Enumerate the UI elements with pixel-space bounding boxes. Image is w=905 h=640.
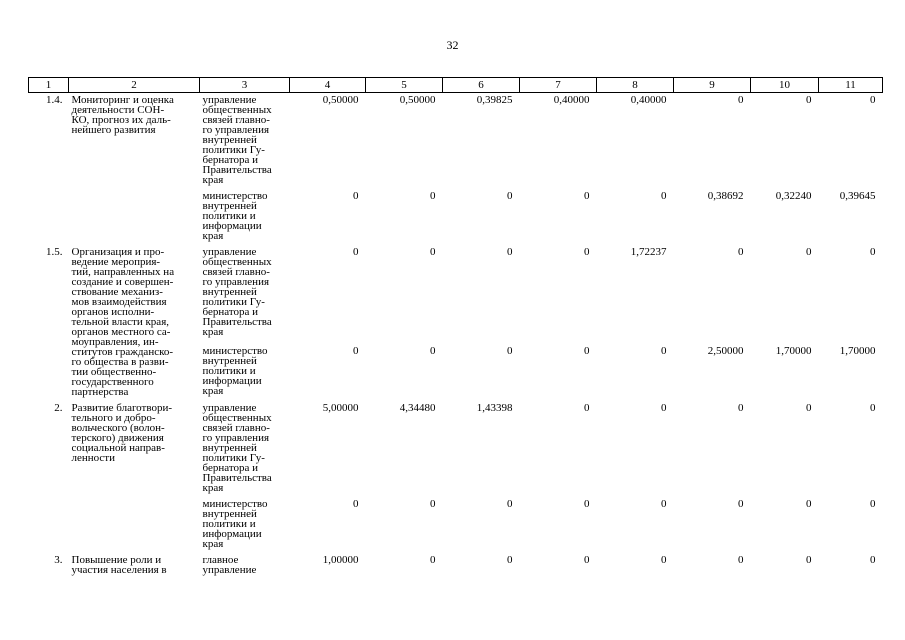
activity-name-line: ститутов гражданско- (71, 346, 174, 358)
executor-line: управление (202, 402, 257, 414)
executor-line: политики Гу- (202, 452, 265, 464)
value-cell: 0,50000 (399, 94, 436, 106)
col-header: 10 (751, 78, 819, 93)
value-cell: 0 (738, 554, 744, 566)
executor-line: общественных (202, 412, 272, 424)
value-cell: 0 (738, 402, 744, 414)
value-cell: 5,00000 (322, 402, 359, 414)
executor-line: края (202, 230, 224, 242)
activity-name-line: Мониторинг и оценка (71, 94, 174, 106)
executor-line: информации (202, 528, 262, 540)
value-cell: 0 (430, 246, 436, 258)
executor (200, 93, 290, 190)
value-cell: 0 (806, 402, 812, 414)
value-cell: 1,70000 (839, 344, 876, 357)
table-body (29, 93, 883, 580)
executor (200, 189, 290, 245)
activity-name-line: органов местного са- (71, 326, 171, 338)
executor-line: бернатора и (202, 154, 258, 166)
activity-name-line: деятельности СОН- (71, 104, 165, 116)
value-cell: 0 (738, 94, 744, 106)
executor-line: бернатора и (202, 462, 258, 474)
col-header: 6 (443, 78, 520, 93)
executor-line: внутренней (202, 508, 257, 520)
value-cell: 0 (806, 554, 812, 566)
row-number: 1.5. (46, 246, 63, 258)
value-cell: 0,32240 (775, 190, 812, 202)
executor-line: Правительства (202, 472, 272, 484)
executor-line: политики Гу- (202, 296, 265, 308)
col-header: 3 (200, 78, 290, 93)
value-cell: 0 (870, 402, 876, 414)
activity-name-line: тельной власти края, (71, 316, 170, 328)
executor-line: главное (202, 554, 239, 566)
activity-name (69, 93, 200, 246)
executor (200, 344, 290, 401)
value-cell: 0 (584, 190, 590, 202)
activity-name-line: ведение мероприя- (71, 256, 161, 268)
executor-line: внутренней (202, 442, 257, 454)
value-cell: 2,50000 (707, 344, 744, 357)
value-cell: 0 (584, 344, 590, 357)
executor-line: Правительства (202, 164, 272, 176)
page-number: 32 (446, 38, 459, 52)
executor-line: внутренней (202, 354, 257, 367)
executor-line: края (202, 538, 224, 550)
value-cell: 1,43398 (476, 402, 513, 414)
executor-line: управление (202, 246, 257, 258)
value-cell: 0 (353, 498, 359, 510)
value-cell: 0,38692 (707, 190, 744, 202)
col-header: 11 (819, 78, 883, 93)
value-cell: 0 (353, 190, 359, 202)
activity-name-line: вольческого (волон- (71, 422, 165, 434)
executor-line: управление (202, 94, 257, 106)
value-cell: 0 (584, 402, 590, 414)
executor (200, 401, 290, 497)
budget-table (28, 77, 883, 579)
value-cell: 0 (507, 190, 513, 202)
value-cell: 0 (430, 190, 436, 202)
value-cell: 0 (661, 498, 667, 510)
executor (200, 553, 290, 579)
value-cell: 0 (661, 554, 667, 566)
row-number: 3. (54, 554, 63, 566)
executor-line: связей главно- (202, 422, 270, 434)
activity-name-line: ствование механиз- (71, 286, 163, 298)
executor-line: края (202, 174, 224, 186)
value-cell: 0,40000 (553, 94, 590, 106)
value-cell: 0 (870, 94, 876, 106)
activity-name (69, 401, 200, 553)
activity-name-line: органов исполни- (71, 306, 155, 318)
executor-line: го управления (202, 276, 270, 288)
executor-line: информации (202, 220, 262, 232)
value-cell: 0 (584, 498, 590, 510)
activity-name-line: терского) движения (71, 432, 164, 444)
value-cell: 0 (507, 246, 513, 258)
executor-line: бернатора и (202, 306, 258, 318)
value-cell: 0 (806, 94, 812, 106)
activity-name-line: ленности (71, 452, 115, 464)
activity-name-line: мов взаимодействия (71, 296, 167, 308)
value-cell: 0 (584, 246, 590, 258)
executor-line: внутренней (202, 286, 257, 298)
activity-name-line: партнерства (71, 386, 129, 398)
col-header: 8 (597, 78, 674, 93)
executor-line: политики и (202, 210, 256, 222)
executor-line: го управления (202, 124, 270, 136)
value-cell: 0,39825 (476, 94, 513, 106)
activity-name-line: создание и совершен- (71, 276, 174, 288)
activity-name-line: нейшего развития (71, 124, 156, 136)
executor-line: общественных (202, 104, 272, 116)
executor (200, 497, 290, 553)
value-cell: 0 (507, 554, 513, 566)
value-cell: 0 (353, 246, 359, 258)
activity-name-line: участия населения в (71, 564, 167, 576)
col-header: 5 (366, 78, 443, 93)
value-cell: 0 (430, 554, 436, 566)
activity-name-line: тельного и добро- (71, 412, 156, 424)
row-number: 1.4. (46, 94, 63, 106)
value-cell: 0 (661, 344, 667, 357)
col-header: 4 (290, 78, 366, 93)
value-cell: 4,34480 (399, 402, 436, 414)
col-header: 2 (69, 78, 200, 93)
col-header: 7 (520, 78, 597, 93)
activity-name-line: Повышение роли и (71, 554, 162, 566)
value-cell: 0,50000 (322, 94, 359, 106)
value-cell: 0,40000 (630, 94, 667, 106)
executor-line: внутренней (202, 134, 257, 146)
value-cell: 0 (870, 554, 876, 566)
value-cell: 0 (806, 498, 812, 510)
value-cell: 1,00000 (322, 554, 359, 566)
executor-line: политики и (202, 518, 256, 530)
executor-line: политики Гу- (202, 144, 265, 156)
table-row (29, 553, 883, 579)
activity-name-line: Организация и про- (71, 246, 165, 258)
executor-line: министерство (202, 190, 268, 202)
executor-line: министерство (202, 344, 268, 357)
value-cell: 0 (738, 246, 744, 258)
value-cell: 1,70000 (775, 344, 812, 357)
activity-name (69, 245, 200, 401)
col-header: 9 (674, 78, 751, 93)
executor-line: края (202, 384, 224, 397)
executor-line: внутренней (202, 200, 257, 212)
value-cell: 0 (661, 402, 667, 414)
executor-line: информации (202, 374, 262, 387)
table-row (29, 401, 883, 497)
value-cell: 0 (430, 498, 436, 510)
activity-name-line: КО, прогноз их даль- (71, 114, 171, 126)
executor-line: министерство (202, 498, 268, 510)
activity-name-line: тии общественно- (71, 366, 157, 378)
activity-name-line: тий, направленных на (71, 266, 175, 278)
row-number: 2. (54, 402, 63, 414)
executor-line: го управления (202, 432, 270, 444)
executor-line: края (202, 482, 224, 494)
activity-name-line: государственного (71, 376, 154, 388)
value-cell: 0 (507, 498, 513, 510)
col-header: 1 (29, 78, 69, 93)
table-row (29, 93, 883, 190)
value-cell: 0 (353, 344, 359, 357)
executor (200, 245, 290, 344)
executor-line: управление (202, 564, 257, 576)
activity-name-line: моуправления, ин- (71, 336, 159, 348)
executor-line: политики и (202, 364, 256, 377)
value-cell: 0 (870, 246, 876, 258)
value-cell: 0 (507, 344, 513, 357)
value-cell: 0 (584, 554, 590, 566)
activity-name-line: го общества в разви- (71, 356, 169, 368)
executor-line: связей главно- (202, 114, 270, 126)
value-cell: 0 (738, 498, 744, 510)
executor-line: Правительства (202, 316, 272, 328)
activity-name-line: Развитие благотвори- (71, 402, 173, 414)
value-cell: 0 (430, 344, 436, 357)
value-cell: 0 (806, 246, 812, 258)
value-cell: 0 (870, 498, 876, 510)
header-row (29, 78, 883, 93)
table-row (29, 245, 883, 344)
value-cell: 1,72237 (630, 246, 667, 258)
executor-line: общественных (202, 256, 272, 268)
executor-line: связей главно- (202, 266, 270, 278)
executor-line: края (202, 326, 224, 338)
activity-name (69, 553, 200, 579)
activity-name-line: социальной направ- (71, 442, 165, 454)
value-cell: 0,39645 (839, 190, 876, 202)
value-cell: 0 (661, 190, 667, 202)
